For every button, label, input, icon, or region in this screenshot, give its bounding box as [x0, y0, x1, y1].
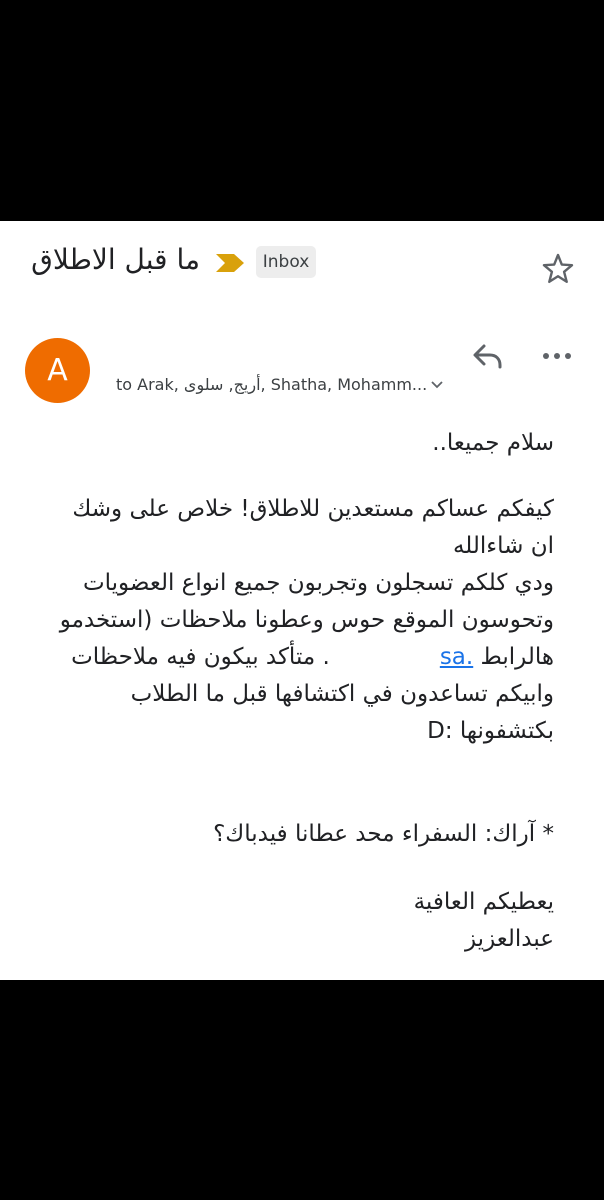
importance-marker-icon[interactable]: [214, 252, 246, 274]
body-line: كيفكم عساكم مستعدين للاطلاق! خلاص على وشك: [72, 496, 554, 522]
body-line: ان شاءالله: [452, 533, 554, 559]
body-text: . متأكد بيكون فيه ملاحظات: [71, 644, 330, 670]
email-subject: ما قبل الاطلاق: [31, 243, 200, 276]
subject-row: [0, 221, 604, 311]
sender-avatar[interactable]: A: [25, 338, 90, 403]
body-question: * آراك: السفراء محد عطانا فيدباك؟: [213, 821, 554, 847]
inbox-label-badge[interactable]: Inbox: [256, 246, 316, 278]
body-line: ودي كلكم تسجلون وتجربون جميع انواع العضويات: [82, 570, 554, 596]
body-link[interactable]: sa.: [439, 644, 474, 670]
body-line-with-link: [34, 639, 554, 676]
recipients-summary[interactable]: to Arak, أريج, سلوى, Shatha, Mohamm...: [116, 375, 428, 394]
body-line: وابيكم تساعدون في اكتشافها قبل ما الطلاب: [130, 681, 554, 707]
email-view: [0, 221, 604, 980]
body-line: وتحوسون الموقع حوس وعطونا ملاحظات (استخدمو: [59, 607, 554, 633]
reply-icon[interactable]: [470, 341, 504, 371]
body-line: بكتشفونها :D: [427, 718, 554, 744]
body-text: هالرابط: [480, 644, 554, 670]
chevron-down-icon[interactable]: [430, 379, 444, 391]
body-signature: عبدالعزيز: [464, 926, 554, 952]
body-greeting: سلام جميعا..: [432, 430, 554, 456]
email-body: [34, 425, 554, 958]
more-options-icon[interactable]: [540, 346, 574, 366]
body-closing: يعطيكم العافية: [413, 889, 554, 915]
star-icon[interactable]: [540, 251, 576, 287]
